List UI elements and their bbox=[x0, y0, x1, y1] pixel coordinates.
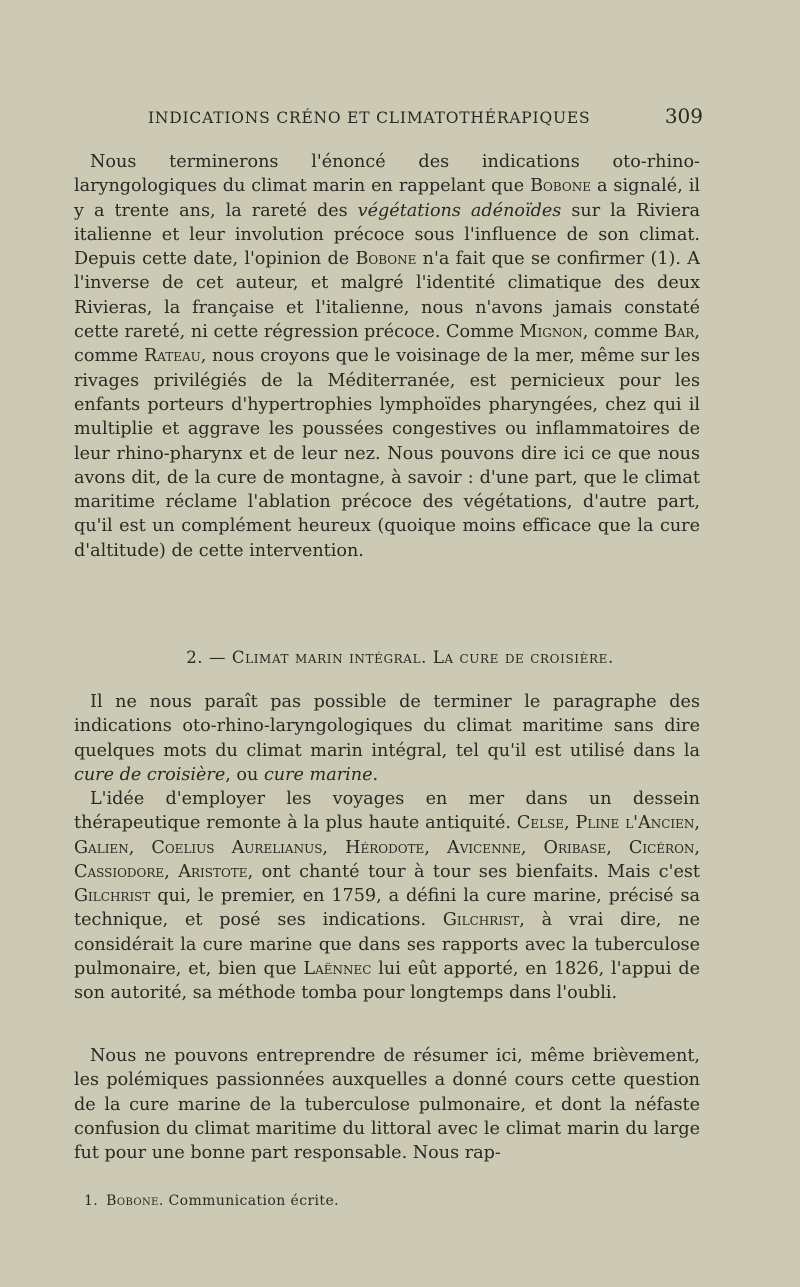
italic-term: cure marine bbox=[263, 764, 373, 785]
paragraph-history bbox=[74, 787, 700, 1006]
section-title-text: Climat marin intégral. La cure de croisière. bbox=[231, 648, 614, 667]
paragraph-polemics bbox=[74, 1044, 700, 1165]
text-run: , ou bbox=[225, 764, 264, 785]
section-number: 2. — bbox=[186, 648, 232, 667]
running-header bbox=[148, 104, 703, 128]
author-name: Rateau bbox=[143, 346, 201, 367]
author-name: Bar bbox=[663, 322, 695, 343]
text-run: Nous terminerons l'énoncé des indications oto-rhino-laryngologiques du climat marin en rappelant que bbox=[74, 152, 700, 197]
author-name: Laënnec bbox=[303, 959, 372, 980]
text-run: a signalé, il y a trente ans, la rareté des bbox=[74, 176, 701, 221]
text-run: . bbox=[372, 764, 379, 785]
text-run: , ont chanté tour à tour ses bienfaits. Mais c'est bbox=[247, 861, 700, 882]
footnote-author: Bobone bbox=[106, 1193, 159, 1209]
text-run: , comme bbox=[74, 322, 700, 367]
paragraph-cure-intro bbox=[74, 690, 700, 787]
text-run: qui, le premier, en 1759, a défini la cure marine, précisé sa technique, et posé ses indications. bbox=[74, 886, 700, 931]
paragraph-adenoids bbox=[74, 150, 700, 563]
footnote-number: 1. bbox=[84, 1193, 99, 1209]
page-number: 309 bbox=[664, 104, 703, 128]
text-run: Il ne nous paraît pas possible de terminer le paragraphe des indications oto-rhino-laryngologiques du climat maritime sans dire quelques mots du climat marin intégral, tel qu'il est utilisé dans la bbox=[74, 692, 700, 761]
author-name: Gilchrist bbox=[442, 910, 520, 931]
text-run: , comme bbox=[582, 322, 664, 343]
text-run: , à vrai dire, ne considérait la cure marine que dans ses rapports avec la tuberculose pulmonaire, et, bien que bbox=[74, 910, 701, 980]
text-run: n'a fait que se confirmer (1). A l'inverse de cet auteur, et malgré l'identité climatique des deux Rivieras, la française et l'italienne, nous n'avons jamais constaté cette rareté, ni cette régression précoce. Comme bbox=[74, 249, 700, 343]
text-run: , nous croyons que le voisinage de la mer, même sur les rivages privilégiés de la Méditerranée, est pernicieux pour les enfants porteurs d'hypertrophies lymphoïdes pharyngées, chez qui il multiplie et aggrave les poussées congestives ou inflammatoires de leur rhino-pharynx et de leur nez. Nous pouvons dire ici ce que nous avons dit, de la cure de montagne, à savoir : d'une part, que le climat maritime réclame l'ablation précoce des végétations, d'autre part, qu'il est un complément heureux (quoique moins efficace que la cure d'altitude) de cette intervention. bbox=[74, 346, 700, 561]
author-name: Bobone bbox=[530, 176, 592, 197]
italic-term: cure de croisière bbox=[74, 764, 226, 785]
footnote-text: . Communication écrite. bbox=[158, 1193, 339, 1209]
running-title: INDICATIONS CRÉNO ET CLIMATOTHÉRAPIQUES bbox=[148, 109, 591, 127]
text-run: sur la Riviera italienne et leur involution précoce sous l'influence de son climat. Depuis cette date, l'opinion de bbox=[74, 200, 701, 270]
text-run: L'idée d'employer les voyages en mer dans un dessein thérapeutique remonte à la plus haute antiquité. bbox=[74, 789, 700, 834]
author-name: Gilchrist bbox=[74, 886, 151, 907]
author-names-list: Celse, Pline l'Ancien, Galien, Coelius Aurelianus, Hérodote, Avicenne, Oribase, Cicéron, Cassiodore, Aristote bbox=[74, 813, 700, 882]
footnote bbox=[84, 1193, 339, 1209]
text-run: Nous ne pouvons entreprendre de résumer ici, même brièvement, les polémiques passionnées auxquelles a donné cours cette question de la cure marine de la tuberculose pulmonaire, et dont la néfaste confusion du climat maritime du littoral avec le climat marin du large fut pour une bonne part responsable. Nous rap- bbox=[74, 1046, 700, 1164]
section-heading bbox=[0, 648, 800, 667]
italic-term: végétations adénoïdes bbox=[357, 200, 562, 221]
text-run: lui eût apporté, en 1826, l'appui de son autorité, sa méthode tomba pour longtemps dans l'oubli. bbox=[74, 959, 700, 1004]
author-name: Bobone bbox=[355, 249, 417, 270]
author-name: Mignon bbox=[519, 322, 583, 343]
